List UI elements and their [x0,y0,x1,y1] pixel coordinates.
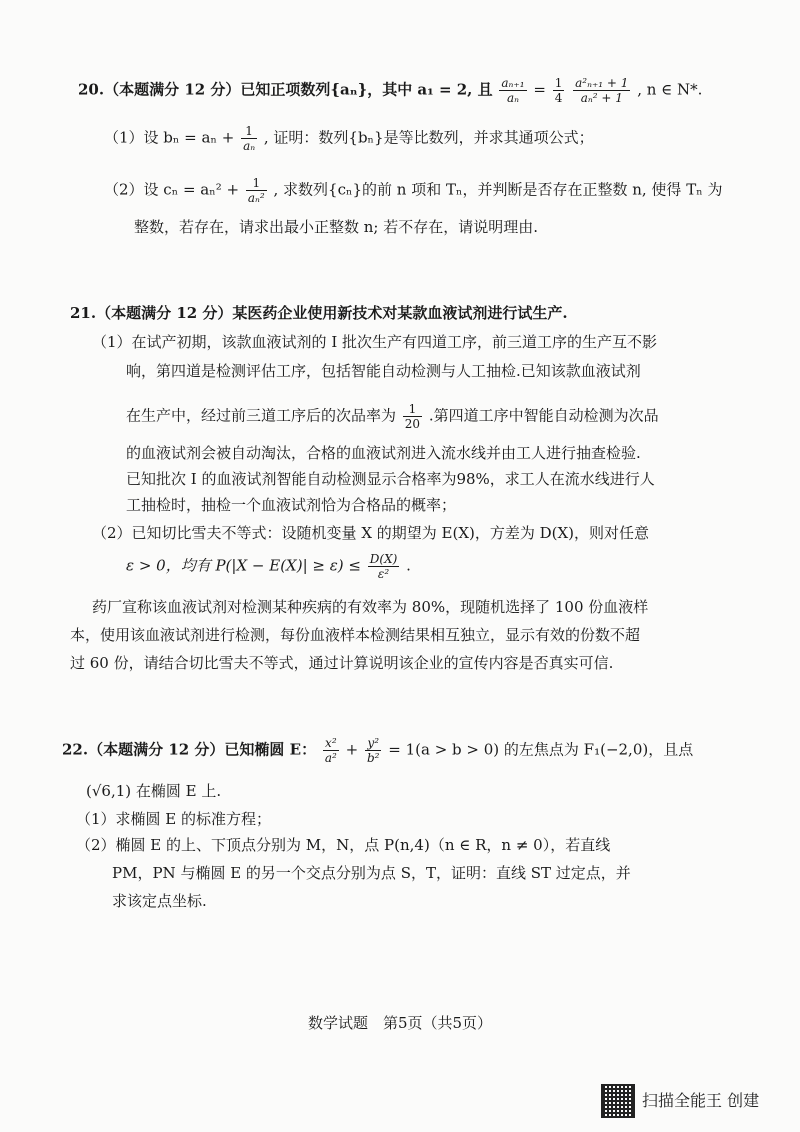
q21-line1: （1）在试产初期，该款血液试剂的 I 批次生产有四道工序，前三道工序的生产互不影 [92,333,658,351]
page-footer: 数学试题 第5页（共5页） [307,1014,493,1032]
q22-line5: PM，PN 与椭圆 E 的另一个交点分别为点 S，T，证明：直线 ST 过定点，并 [112,864,631,882]
q20-stem [78,76,702,105]
q22-line3: （1）求椭圆 E 的标准方程； [76,810,272,828]
q20-p1-frac-den: aₙ [243,139,256,153]
q21-line10: 本，使用该血液试剂进行检测，每份血液样本检测结果相互独立，显示有效的份数不超 [70,626,641,644]
q20-p1-b: , 证明：数列{bₙ}是等比数列，并求其通项公式； [263,128,594,147]
q20-fraction-squares [573,76,630,105]
q20-head: 20.（本题满分 12 分）已知正项数列{aₙ}，其中 a₁ = 2, 且 [78,80,493,99]
q21-l3-frac-num: 1 [403,402,422,417]
q21-l3-frac-den: 20 [404,417,421,431]
q21-l8-b: . [406,556,411,575]
q22-head-b: = 1(a > b > 0) 的左焦点为 F₁(−2,0)，且点 [388,740,694,759]
q21-line7: （2）已知切比雪夫不等式：设随机变量 X 的期望为 E(X)，方差为 D(X)，则对任意 [92,524,650,542]
q20-p2-a: （2）设 cₙ = aₙ² + [104,180,240,199]
q21-line2: 响，第四道是检测评估工序，包括智能自动检测与人工抽检.已知该款血液试剂 [126,362,641,380]
q21-l8-a: ε > 0，均有 P(|X − E(X)| ≥ ε) ≤ [126,556,361,575]
q21-l3-a: 在生产中，经过前三道工序后的次品率为 [126,406,397,425]
q20-p2-frac-num: 1 [246,176,267,191]
qr-code-icon [601,1084,635,1118]
q22-stem [62,736,693,765]
q20-tail: , n ∈ N*. [637,80,703,99]
q20-frac1-den: aₙ [506,91,519,105]
q20-part2-cont: 整数，若存在，请求出最小正整数 n; 若不存在，请说明理由. [134,218,539,236]
q22-fx-num: x² [323,736,339,751]
q21-l3-fraction [403,402,422,431]
q21-line4: 的血液试剂会被自动淘汰，合格的血液试剂进入流水线并由工人进行抽查检验. [126,444,641,462]
q20-fraction-quarter [553,76,565,105]
q20-p1-frac-num: 1 [241,124,257,139]
q21-chebyshev-fraction [368,552,400,581]
scanner-watermark: 扫描全能王 创建 [642,1091,760,1110]
q20-p1-fraction [241,124,257,153]
q22-line6: 求该定点坐标. [112,892,207,910]
q22-fx-den: a² [324,751,337,765]
q20-equals: = [533,80,546,99]
q22-fy-den: b² [366,751,380,765]
q20-frac2-num: 1 [554,76,563,90]
q22-line2: (√6,1) 在椭圆 E 上. [86,782,222,800]
q22-x-fraction [323,736,339,765]
q21-head: 21.（本题满分 12 分）某医药企业使用新技术对某款血液试剂进行试生产. [70,304,568,322]
q21-line5: 已知批次 I 的血液试剂智能自动检测显示合格率为98%，求工人在流水线进行人 [126,470,655,488]
q22-y-fraction [365,736,382,765]
q21-l3-b: .第四道工序中智能自动检测为次品 [428,406,659,425]
q20-frac1-num: aₙ₊₁ [501,76,525,90]
q21-line3 [126,402,659,431]
q20-p1-a: （1）设 bₙ = aₙ + [104,128,235,147]
q21-line9: 药厂宣称该血液试剂对检测某种疾病的有效率为 80%，现随机选择了 100 份血液样 [92,598,649,616]
q20-frac3-den: aₙ² + 1 [580,91,623,105]
q22-fy-num: y² [365,736,382,751]
q20-frac3-num: a²ₙ₊₁ + 1 [575,76,629,90]
q20-p2-fraction [246,176,267,205]
q22-head-a: 22.（本题满分 12 分）已知椭圆 E： [62,740,317,759]
q22-plus: + [345,740,359,759]
q21-line11: 过 60 份，请结合切比雪夫不等式，通过计算说明该企业的宣传内容是否真实可信. [70,654,614,672]
q20-part2 [104,176,722,205]
q20-p2-frac-den: aₙ² [247,191,265,205]
q22-line4: （2）椭圆 E 的上、下顶点分别为 M，N，点 P(n,4)（n ∈ R，n ≠ 0），若直线 [76,836,611,854]
q21-line6: 工抽检时，抽检一个血液试剂恰为合格品的概率； [126,496,457,514]
q20-frac2-den: 4 [554,91,563,105]
q21-l8-frac-den: ε² [377,567,390,581]
q21-line8 [126,552,411,581]
q20-fraction-ratio [499,76,526,105]
q20-part1 [104,124,594,153]
q21-l8-frac-num: D(X) [369,552,398,566]
q20-p2-b: , 求数列{cₙ}的前 n 项和 Tₙ，并判断是否存在正整数 n, 使得 Tₙ 为 [273,180,723,199]
